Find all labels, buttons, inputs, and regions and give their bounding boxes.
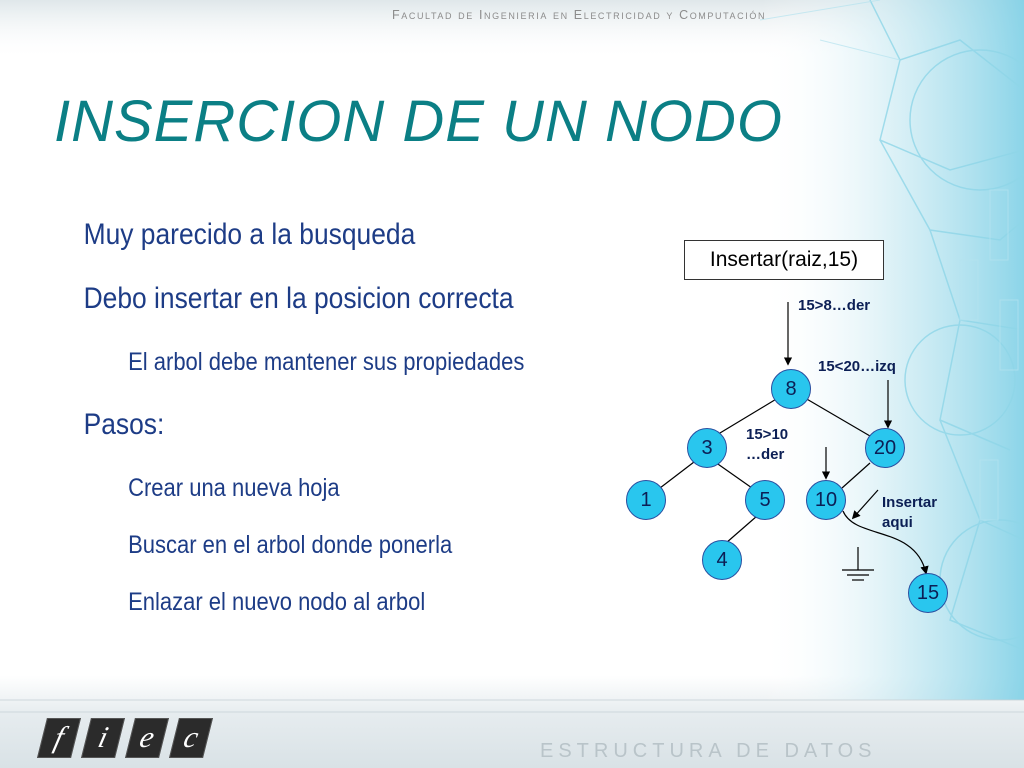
tree-node: 3 bbox=[687, 428, 727, 468]
logo-letter: f bbox=[37, 718, 81, 758]
edge-3-1 bbox=[660, 462, 694, 488]
tree-node: 1 bbox=[626, 480, 666, 520]
bullet-text: Crear una nueva hoja bbox=[128, 474, 340, 502]
bullet-text: El arbol debe mantener sus propiedades bbox=[128, 348, 525, 376]
insert-note-line: Insertar bbox=[882, 494, 938, 511]
logo-letter: c bbox=[169, 718, 213, 758]
course-footer: ESTRUCTURA DE DATOS bbox=[540, 740, 877, 762]
tree-node-new: 15 bbox=[908, 573, 948, 613]
institution-header: Facultad de Ingenieria en Electricidad y Computación bbox=[392, 8, 767, 22]
bullet-text: Buscar en el arbol donde ponerla bbox=[128, 531, 453, 559]
tree-node: 10 bbox=[806, 480, 846, 520]
tree-node: 20 bbox=[865, 428, 905, 468]
insert-here-note bbox=[882, 493, 937, 533]
tree-node: 8 bbox=[771, 369, 811, 409]
compare-note-line: …der bbox=[746, 446, 785, 463]
bullet-text: Debo insertar en la posicion correcta bbox=[83, 282, 514, 315]
insert-note-line: aqui bbox=[882, 514, 913, 531]
logo-letter: i bbox=[81, 718, 125, 758]
logo-letter: e bbox=[125, 718, 169, 758]
compare-note: 15>8…der bbox=[798, 297, 871, 314]
compare-note bbox=[746, 425, 788, 465]
bullet-text: Enlazar el nuevo nodo al arbol bbox=[128, 588, 426, 616]
tree-node: 5 bbox=[745, 480, 785, 520]
insert-call-box: Insertar(raiz,15) bbox=[684, 240, 884, 280]
fiec-logo bbox=[42, 718, 208, 758]
edge-5-4 bbox=[726, 516, 757, 543]
edge-8-20 bbox=[805, 398, 870, 436]
edge-3-5 bbox=[715, 462, 752, 488]
slide-title: INSERCION DE UN NODO bbox=[54, 89, 783, 154]
bullet-text: Muy parecido a la busqueda bbox=[83, 218, 416, 251]
bullet-text: Pasos: bbox=[83, 408, 165, 441]
edge-20-10 bbox=[842, 463, 870, 488]
compare-note: 15<20…izq bbox=[818, 358, 896, 375]
tree-node: 4 bbox=[702, 540, 742, 580]
compare-note-line: 15>10 bbox=[746, 426, 789, 443]
arrow-insert bbox=[853, 490, 878, 518]
